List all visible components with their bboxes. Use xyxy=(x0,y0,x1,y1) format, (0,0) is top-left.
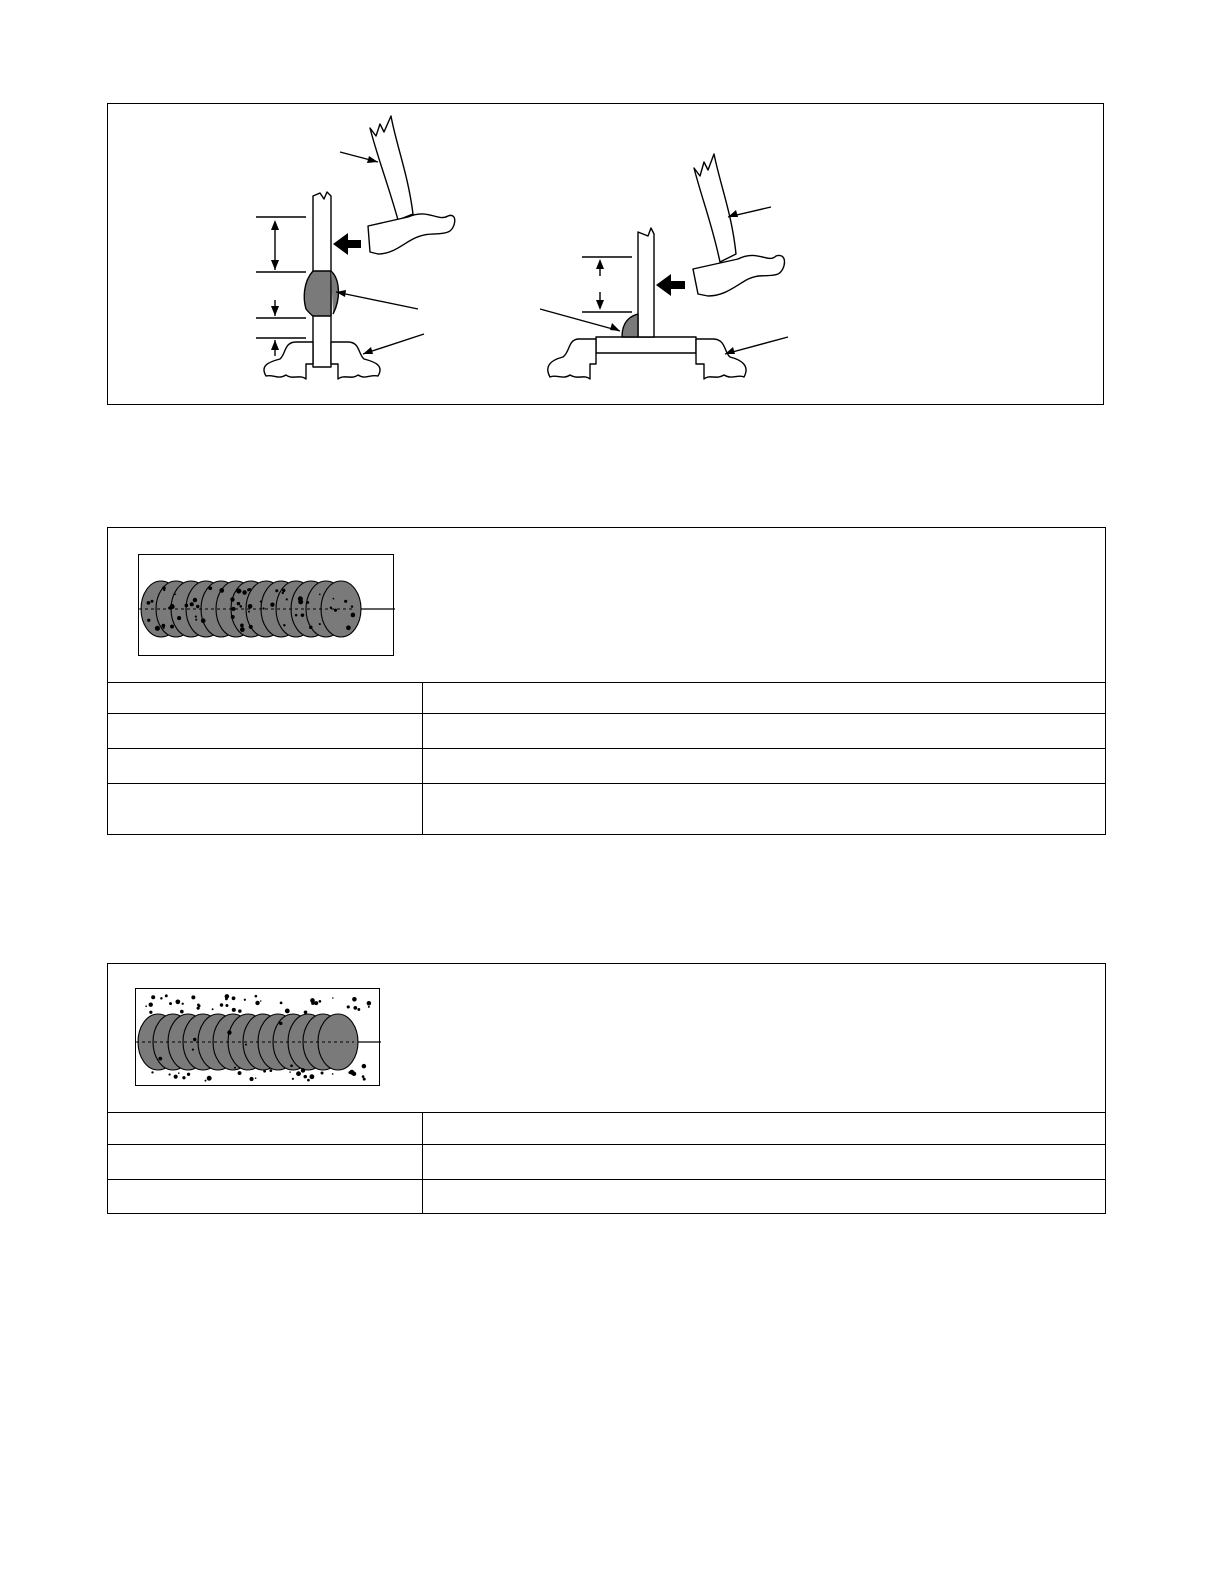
spatter-dot xyxy=(352,1072,357,1077)
pore-dot xyxy=(282,592,284,594)
pore-dot xyxy=(260,600,262,602)
pore-dot xyxy=(319,623,321,625)
pore-dot xyxy=(230,597,234,601)
pore-dot xyxy=(295,614,298,617)
pore-dot xyxy=(147,619,150,622)
spatter-dot xyxy=(352,997,357,1002)
pore-dot xyxy=(236,588,241,593)
pore-dot xyxy=(168,606,171,609)
pore-dot xyxy=(249,625,253,629)
pore-dot xyxy=(282,589,285,592)
spatter-dot xyxy=(182,1076,185,1079)
pore-dot xyxy=(351,605,353,607)
porosity-bead-image-frame xyxy=(138,554,394,656)
pore-dot xyxy=(330,606,332,608)
pore-dot xyxy=(151,600,154,603)
pore-dot xyxy=(334,609,337,612)
spatter-dot xyxy=(289,1071,290,1072)
pore-dot xyxy=(177,616,181,620)
spatter-dot xyxy=(263,1070,266,1073)
pore-dot xyxy=(231,607,235,611)
pore-dot xyxy=(275,589,278,592)
pore-dot xyxy=(240,624,244,628)
hammer-head-right xyxy=(693,255,785,296)
spatter-dot xyxy=(232,1008,236,1012)
spatter-dot xyxy=(232,996,236,1000)
pore-dot xyxy=(283,624,285,626)
pore-dot xyxy=(208,586,212,590)
force-arrow-left xyxy=(333,233,361,255)
spatter-dot xyxy=(151,1071,153,1073)
pore-dot xyxy=(170,625,174,629)
porosity-bead-illustration xyxy=(139,555,395,657)
pore-dot xyxy=(319,594,321,596)
spatter-dot xyxy=(311,1002,314,1005)
pore-dot xyxy=(306,601,309,604)
spatter-dot xyxy=(260,1000,261,1001)
hammer-handle-left xyxy=(370,116,413,220)
spatter-dot xyxy=(244,999,246,1001)
pore-dot xyxy=(231,615,235,619)
pore-dot xyxy=(175,593,177,595)
pore-dot xyxy=(190,602,194,606)
spatter-dot xyxy=(165,994,168,997)
spatter-dot xyxy=(285,1009,290,1014)
pore-dot xyxy=(195,615,197,617)
pore-dot xyxy=(242,590,246,594)
spatter-dot xyxy=(301,1068,306,1073)
spatter-dot xyxy=(362,1075,365,1078)
spatter-dot xyxy=(255,995,258,998)
spatter-dot xyxy=(307,1079,310,1082)
pore-dot xyxy=(185,604,189,608)
spatter-dot xyxy=(182,1003,184,1005)
spatter-dot xyxy=(187,1073,190,1076)
spatter-dot xyxy=(169,1002,172,1005)
spatter-dot xyxy=(332,997,334,999)
pore-dot xyxy=(193,1038,196,1041)
spatter-dot xyxy=(304,1011,308,1015)
spatter-dot xyxy=(347,1005,350,1008)
spatter-dot xyxy=(255,1001,259,1005)
spatter-dot xyxy=(309,1074,314,1079)
spatter-dot xyxy=(180,1010,184,1014)
porosity-figure xyxy=(107,527,1106,835)
spatter-dot xyxy=(175,999,180,1004)
pore-dot xyxy=(248,604,253,609)
pore-dot xyxy=(279,1022,282,1025)
pore-dot xyxy=(219,588,224,593)
pore-dot xyxy=(270,603,274,607)
pore-dot xyxy=(247,588,250,591)
pore-dot xyxy=(245,1044,247,1046)
pore-dot xyxy=(309,625,313,629)
pore-dot xyxy=(192,1048,194,1050)
base-plate-right xyxy=(596,337,696,353)
pore-dot xyxy=(237,602,241,606)
spatter-dot xyxy=(296,1071,301,1076)
pore-dot xyxy=(286,598,288,600)
spatter-dot xyxy=(321,1071,324,1074)
spatter-dot xyxy=(363,1078,366,1081)
spatter-dot xyxy=(151,995,155,999)
hammer-handle-right xyxy=(694,154,736,262)
pore-dot xyxy=(193,598,197,602)
spatter-dot xyxy=(249,1077,253,1081)
spatter-dot xyxy=(149,1011,152,1014)
spatter-dot xyxy=(367,1001,372,1006)
vise-jaw-right-a xyxy=(548,339,596,379)
pore-dot xyxy=(351,613,356,618)
spatter-dot xyxy=(225,994,230,999)
spatter-dot xyxy=(174,1075,178,1079)
force-arrow-right xyxy=(656,274,685,296)
spatter-figure xyxy=(107,963,1106,1214)
spatter-dot xyxy=(357,1008,360,1011)
spatter-dot xyxy=(145,1005,147,1007)
spatter-bead-image-frame xyxy=(135,988,380,1086)
pore-dot xyxy=(333,598,335,600)
pore-dot xyxy=(344,600,347,603)
spatter-dot xyxy=(234,1067,236,1069)
spatter-dot xyxy=(319,1000,322,1003)
fillet-weld-right xyxy=(622,314,638,337)
pore-dot xyxy=(240,627,245,632)
spatter-dot xyxy=(303,1075,307,1079)
pore-dot xyxy=(158,1057,162,1061)
vise-jaw-left xyxy=(264,342,313,379)
spatter-dot xyxy=(314,1001,318,1005)
spatter-dot xyxy=(238,1071,242,1075)
spatter-dot xyxy=(238,1009,241,1012)
spatter-dot xyxy=(168,1073,170,1075)
pore-dot xyxy=(196,605,199,608)
spatter-dot xyxy=(353,1006,357,1010)
vertical-plate-right xyxy=(638,228,654,337)
pore-dot xyxy=(346,625,351,630)
spatter-dot xyxy=(269,1069,272,1072)
spatter-dot xyxy=(191,995,195,999)
pore-dot xyxy=(301,613,305,617)
spatter-dot xyxy=(225,1004,228,1007)
pore-dot xyxy=(163,589,165,591)
pore-dot xyxy=(227,1030,231,1034)
spatter-dot xyxy=(292,1078,294,1080)
weld-test-illustration xyxy=(108,104,1105,406)
weld-test-figure xyxy=(107,103,1104,405)
spatter-dot xyxy=(255,1077,257,1079)
spatter-dot xyxy=(280,1002,283,1005)
pore-dot xyxy=(262,607,264,609)
pore-dot xyxy=(162,627,164,629)
spatter-dot xyxy=(212,1008,214,1010)
spatter-dot xyxy=(368,1006,370,1008)
pore-dot xyxy=(201,618,206,623)
weld-bead-left xyxy=(304,271,331,316)
spatter-dot xyxy=(197,1007,200,1010)
spatter-dot xyxy=(149,1002,153,1006)
spatter-dot xyxy=(220,1003,223,1006)
spatter-dot xyxy=(205,1080,207,1082)
spatter-bead-illustration xyxy=(136,989,381,1087)
hammer-head-left xyxy=(368,214,455,254)
pore-dot xyxy=(195,619,197,621)
pore-dot xyxy=(298,599,303,604)
spatter-dot xyxy=(207,1076,212,1081)
pore-dot xyxy=(147,601,151,605)
pore-dot xyxy=(239,605,242,608)
pore-dot xyxy=(248,611,250,613)
spatter-dot xyxy=(362,1064,366,1068)
spatter-dot xyxy=(178,1072,180,1074)
spatter-dot xyxy=(332,1073,334,1075)
spatter-dot xyxy=(290,1064,293,1067)
pore-dot xyxy=(155,626,160,631)
spatter-dot xyxy=(160,997,162,999)
